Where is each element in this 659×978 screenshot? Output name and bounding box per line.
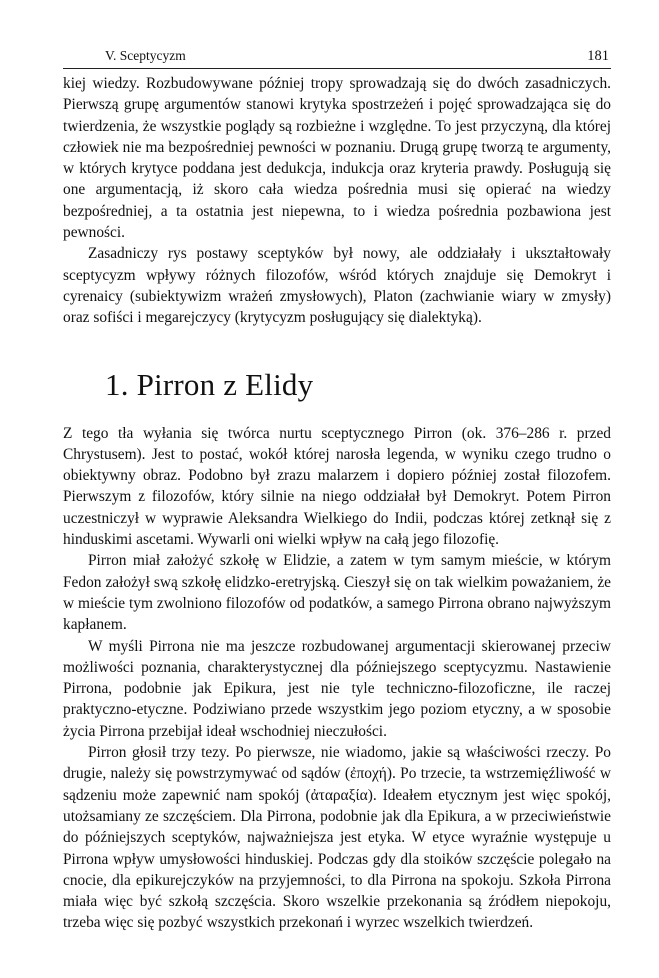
paragraph: Z tego tła wyłania się twórca nurtu sceptycznego Pirron (ok. 376–286 r. przed Chrystusem). Jest to postać, wokół której narosła legenda, w wyniku czego trudno o obiektywny obraz. Podobno był zrazu malarzem i dopiero później został filozofem. Pierwszym z filozofów, który silnie na niego oddziałał był Demokryt. Potem Pirron uczestniczył w wyprawie Aleksandra Wielkiego do Indii, podczas której zetknął się z hinduskimi ascetami. Wywarli oni wielki wpływ na całą jego filozofię. xyxy=(63,424,611,549)
chapter-title: V. Sceptycyzm xyxy=(105,48,186,63)
page-number: 181 xyxy=(587,48,609,64)
paragraph: Pirron głosił trzy tezy. Po pierwsze, nie wiadomo, jakie są właściwości rzeczy. Po drugie, należy się powstrzymywać od sądów (ἐποχή). Po trzecie, ta wstrzemięźliwość w sądzeniu może zapewnić nam spokój (ἀταραξία). Ideałem etycznym jest więc spokój, utożsamiany ze szczęściem. Dla Pirrona, podobnie jak dla Epikura, a w przeciwieństwie do późniejszych sceptyków, najważniejsza jest etyka. W etyce wyraźnie występuje u Pirrona wpływ umysłowości hinduskiej. Podczas gdy dla stoików szczęście polegało na cnocie, dla epikurejczyków na przyjemności, to dla Pirrona na spokoju. Szkoła Pirrona miała więc być szkołą szczęścia. Skoro wszelkie przekonania są źródłem niepokoju, trzeba więc się pozbyć wszystkich przekonań i wyrzec wszelkich twierdzeń. xyxy=(63,744,611,932)
section-heading: 1. Pirron z Elidy xyxy=(105,366,314,402)
section-text xyxy=(63,423,611,934)
running-header xyxy=(63,48,611,69)
paragraph: kiej wiedzy. Rozbudowywane później tropy sprowadzają się do dwóch zasadniczych. Pierwszą grupę argumentów stanowi krytyka spostrzeżeń i pojęć sprowadzająca się do twierdzenia, że wszystkie poglądy są rozbieżne i względne. To jest przyczyną, dla której człowiek nie ma bezpośredniej pewności w poznaniu. Drugą grupę tworzą te argumenty, w których krytyce poddana jest dedukcja, indukcja oraz kryteria prawdy. Posługują się one argumentacją, iż skoro cała wiedza pośrednia musi się opierać na wiedzy bezpośredniej, a ta ostatnia jest niepewna, to i wiedza pośrednia pozbawiona jest pewności. xyxy=(63,75,611,242)
paragraph: Pirron miał założyć szkołę w Elidzie, a zatem w tym samym mieście, w którym Fedon założył swą szkołę elidzko-eretryjską. Cieszył się on tak wielkim poważaniem, że w mieście tym zwolniono filozofów od podatków, a samego Pirrona obrano najwyższym kapłanem. xyxy=(63,552,611,634)
paragraph: W myśli Pirrona nie ma jeszcze rozbudowanej argumentacji skierowanej przeciw możliwości poznania, charakterystycznej dla późniejszego sceptycyzmu. Nastawienie Pirrona, podobnie jak Epikura, jest nie tyle techniczno-filozoficzne, ile raczej praktyczno-etyczne. Podziwiano przede wszystkim jego poziom etyczny, a w sposobie życia Pirrona przebijał ideał wschodniej nieczułości. xyxy=(63,637,611,740)
intro-text xyxy=(63,73,611,329)
book-page xyxy=(63,48,611,934)
paragraph: Zasadniczy rys postawy sceptyków był nowy, ale oddziałały i ukształtowały sceptycyzm wpływy różnych filozofów, wśród których znajduje się Demokryt i cyrenaicy (subiektywizm wrażeń zmysłowych), Platon (zachwianie wiary w zmysły) oraz sofiści i megarejczycy (krytycyzm posługujący się dialektyką). xyxy=(63,245,611,327)
